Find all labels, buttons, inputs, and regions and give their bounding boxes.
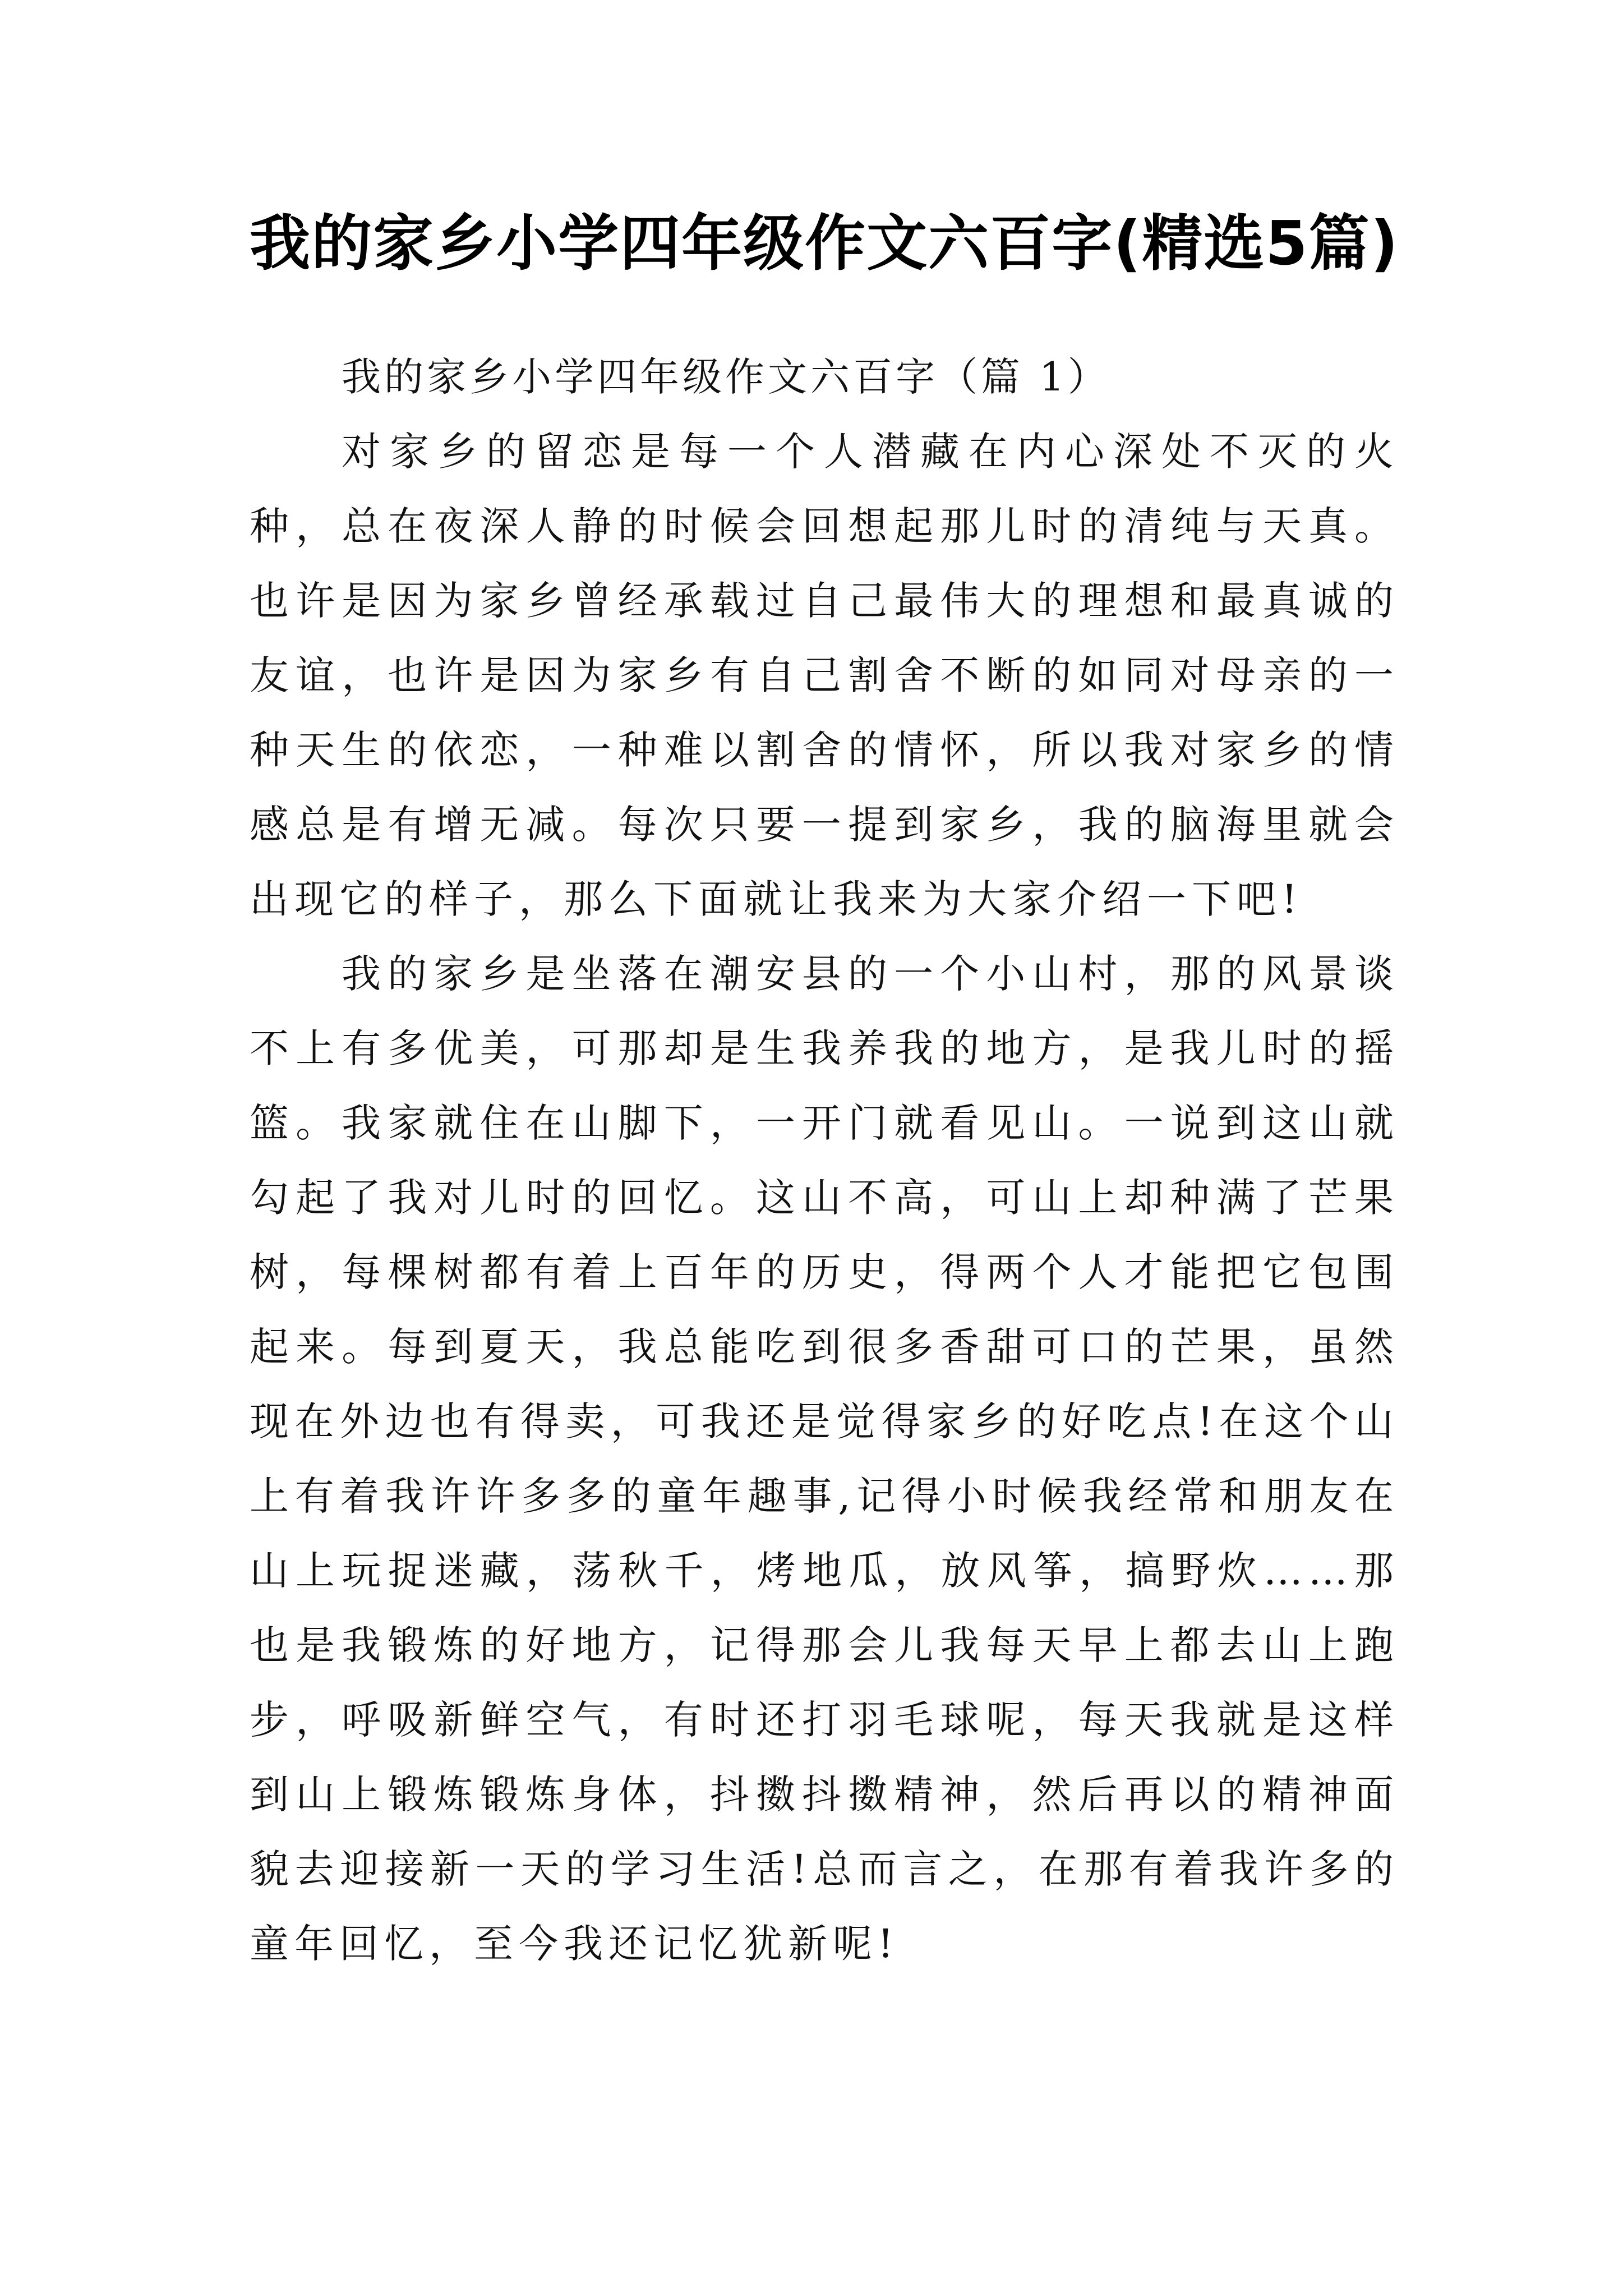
document-body [250, 340, 1399, 1981]
document-title: 我的家乡小学四年级作文六百字(精选5篇) [250, 209, 1399, 279]
paragraph-1: 对家乡的留恋是每一个人潜藏在内心深处不灭的火种，总在夜深人静的时候会回想起那儿时的清纯与天真。也许是因为家乡曾经承载过自己最伟大的理想和最真诚的友谊，也许是因为家乡有自己割舍不断的如同对母亲的一种天生的依恋，一种难以割舍的情怀，所以我对家乡的情感总是有增无减。每次只要一提到家乡，我的脑海里就会出现它的样子，那么下面就让我来为大家介绍一下吧! [250, 429, 1399, 922]
section-heading: 我的家乡小学四年级作文六百字（篇 1） [342, 354, 1110, 400]
paragraph-2: 我的家乡是坐落在潮安县的一个小山村，那的风景谈不上有多优美，可那却是生我养我的地方，是我儿时的摇篮。我家就住在山脚下，一开门就看见山。一说到这山就勾起了我对儿时的回忆。这山不高，可山上却种满了芒果树，每棵树都有着上百年的历史，得两个人才能把它包围起来。每到夏天，我总能吃到很多香甜可口的芒果，虽然现在外边也有得卖，可我还是觉得家乡的好吃点!在这个山上有着我许许多多的童年趣事,记得小时候我经常和朋友在山上玩捉迷藏，荡秋千，烤地瓜，放风筝，搞野炊……那也是我锻炼的好地方，记得那会儿我每天早上都去山上跑步，呼吸新鲜空气，有时还打羽毛球呢，每天我就是这样到山上锻炼锻炼身体，抖擞抖擞精神，然后再以的精神面貌去迎接新一天的学习生活!总而言之，在那有着我许多的童年回忆，至今我还记忆犹新呢! [250, 951, 1399, 1967]
